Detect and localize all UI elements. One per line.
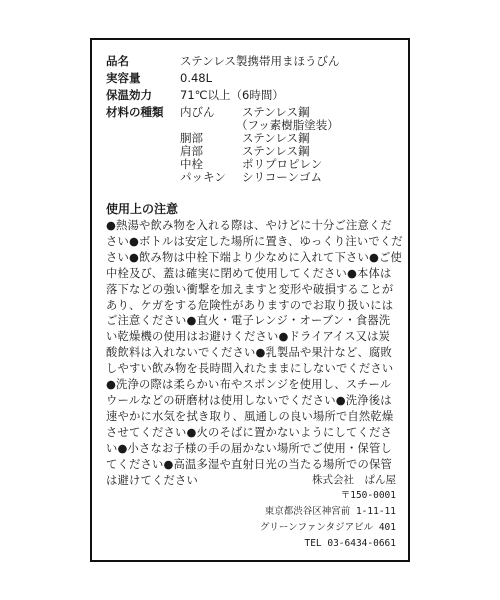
notes-line: は避けてください	[106, 473, 198, 487]
material-part: 肩部	[180, 144, 203, 158]
notes-line: ウールなどの研磨材は使用しないでください●洗浄後は	[106, 393, 392, 407]
material-part: パッキン	[180, 170, 226, 184]
material-value: ステンレス鋼	[242, 105, 310, 119]
company-info	[196, 472, 396, 552]
spec-row-capacity	[106, 71, 212, 85]
notes-line: 中栓及び、蓋は確実に閉めて使用してください●本体は	[106, 266, 392, 280]
notes-title: 使用上の注意	[106, 202, 179, 216]
spec-row-heat	[106, 88, 284, 102]
material-part: 内びん	[180, 105, 215, 119]
notes-line: ●熱湯や飲み物を入れる際は、やけどに十分ご注意くだ	[106, 219, 392, 232]
product-name-label: 品名	[106, 54, 129, 68]
company-postal: 〒150-0001	[340, 490, 396, 501]
material-value: （フッ素樹脂塗装）	[236, 118, 339, 132]
notes-line: ●洗浄の際は柔らかい布やスポンジを使用し、スチール	[106, 378, 392, 392]
spec-row-product-name	[106, 54, 340, 68]
company-address-line1: 東京都渋谷区神宮前 1-11-11	[264, 506, 396, 517]
notes-line: い乾燥機の使用はお避けください●ドライアイス又は炭	[106, 330, 391, 344]
notes-body	[106, 218, 402, 488]
company-name: 株式会社 ぱん屋	[312, 474, 396, 486]
company-address-line2: グリーンファンタジアビル 401	[259, 522, 396, 533]
heat-label: 保温効力	[106, 88, 152, 102]
capacity-label: 実容量	[106, 71, 141, 85]
material-part: 胴部	[180, 131, 203, 145]
materials-label: 材料の種類	[106, 105, 164, 119]
material-value: ステンレス鋼	[242, 144, 310, 158]
product-label-card	[90, 38, 410, 562]
material-row	[180, 144, 310, 158]
material-part: 中栓	[180, 157, 203, 171]
notes-line: 酸飲料は入れないでください●乳製品や果汁など、腐敗	[106, 346, 392, 360]
notes-line: さい●飲み物は中栓下端より少なめに入れて下さい●ご使	[106, 250, 403, 264]
material-row	[180, 105, 310, 119]
material-row	[180, 157, 322, 171]
notes-line: い●小さなお子様の手の届かない場所でご使用・保管し	[106, 441, 392, 455]
notes-line: ご注意ください●直火・電子レンジ・オーブン・食器洗	[106, 314, 391, 328]
company-tel: TEL 03-6434-0661	[304, 538, 396, 549]
notes-line: さい●ボトルは安定した場所に置き、ゆっくり注いでくだ	[106, 234, 403, 248]
notes-line: しやすい飲み物を長時間入れたままにしないでください	[106, 362, 394, 376]
heat-value: 71℃以上（6時間）	[180, 88, 284, 102]
material-value: ステンレス鋼	[242, 131, 310, 145]
material-row	[180, 170, 322, 184]
notes-line: てください●高温多湿や直射日光の当たる場所での保管	[106, 457, 392, 471]
material-row	[180, 131, 310, 145]
notes-line: あり、ケガをする危険性がありますのでお取り扱いには	[106, 298, 394, 312]
spec-row-materials	[106, 105, 180, 119]
product-name-value: ステンレス製携帯用まほうびん	[180, 54, 340, 68]
notes-line: 落下などの強い衝撃を加えますと変形や破損することが	[106, 282, 394, 296]
material-value: シリコーンゴム	[242, 170, 323, 184]
capacity-value: 0.48L	[180, 71, 213, 85]
notes-line: 速やかに水気を拭き取り、風通しの良い場所で自然乾燥	[106, 409, 394, 423]
material-value: ポリプロピレン	[242, 157, 323, 171]
notes-line: させてください●火のそばに置かないようにしてくださ	[106, 425, 392, 439]
material-row	[180, 118, 339, 132]
